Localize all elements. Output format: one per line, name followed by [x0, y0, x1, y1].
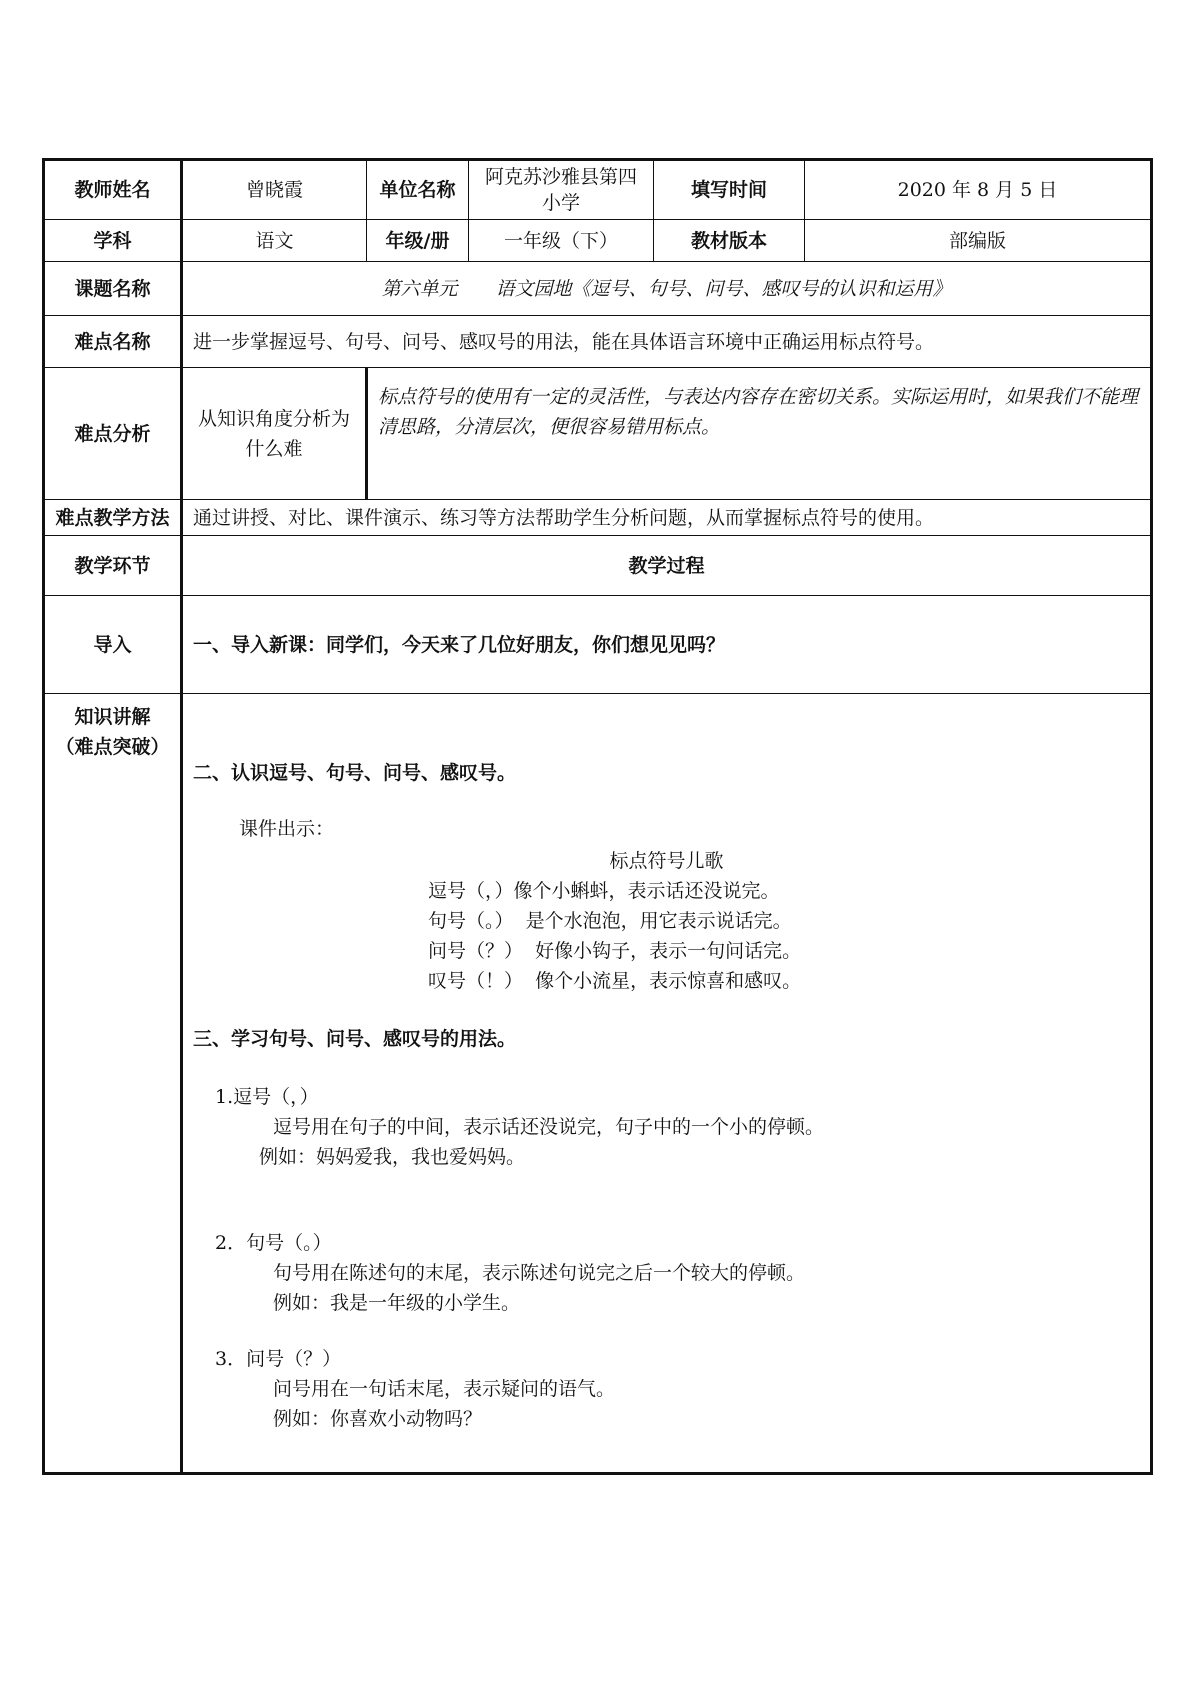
edition-label: 教材版本 [654, 220, 805, 262]
spacer [193, 1054, 1140, 1082]
difficulty-value: 进一步掌握逗号、句号、问号、感叹号的用法，能在具体语言环境中正确运用标点符号。 [182, 316, 1152, 368]
analysis-label: 难点分析 [44, 368, 182, 500]
analysis-row [44, 368, 1152, 500]
item-2-example: 例如：我是一年级的小学生。 [273, 1292, 521, 1314]
item-1-desc: 逗号用在句子的中间，表示话还没说完，句子中的一个小的停顿。 [273, 1116, 825, 1138]
knowledge-row [44, 694, 1152, 1474]
stage-header-label: 教学环节 [44, 536, 182, 596]
grade-value: 一年级（下） [469, 220, 654, 262]
method-label: 难点教学方法 [44, 500, 182, 536]
topic-value: 第六单元 语文园地《逗号、句号、问号、感叹号的认识和运用》 [182, 262, 1152, 316]
analysis-sub-label: 从知识角度分析为什么难 [182, 368, 367, 500]
courseware-label: 课件出示： [239, 818, 335, 840]
analysis-value: 标点符号的使用有一定的灵活性，与表达内容存在密切关系。实际运用时，如果我们不能理清思路，分清层次，便很容易错用标点。 [367, 368, 1152, 500]
item-3-desc: 问号用在一句话末尾，表示疑问的语气。 [273, 1378, 616, 1400]
topic-label: 课题名称 [44, 262, 182, 316]
section-2-heading: 二、认识逗号、句号、问号、感叹号。 [193, 762, 517, 784]
teacher-name-value: 曾晓霞 [182, 160, 367, 220]
rhyme-line-question: 问号（？） 好像小钩子，表示一句问话完。 [428, 940, 802, 962]
intro-row [44, 596, 1152, 694]
edition-value: 部编版 [805, 220, 1152, 262]
intro-stage-label: 导入 [44, 596, 182, 694]
knowledge-process [182, 694, 1152, 1474]
spacer [193, 1318, 1140, 1344]
rhyme-title: 标点符号儿歌 [609, 850, 724, 872]
knowledge-stage-line2: （难点突破） [55, 736, 170, 758]
item-2-desc: 句号用在陈述句的末尾，表示陈述句说完之后一个较大的停顿。 [273, 1262, 806, 1284]
rhyme-line-period: 句号（。） 是个水泡泡，用它表示说话完。 [428, 910, 792, 932]
method-row [44, 500, 1152, 536]
spacer [193, 996, 1140, 1024]
info-row-1 [44, 160, 1152, 220]
spacer [193, 1172, 1140, 1228]
intro-text: 一、导入新课：同学们，今天来了几位好朋友，你们想见见吗？ [182, 596, 1152, 694]
item-2-title: 2．句号（。） [215, 1232, 332, 1254]
teacher-name-label: 教师姓名 [44, 160, 182, 220]
fill-date-label: 填写时间 [654, 160, 805, 220]
unit-name-label: 单位名称 [367, 160, 469, 220]
item-3-example: 例如：你喜欢小动物吗？ [273, 1408, 483, 1430]
difficulty-row [44, 316, 1152, 368]
topic-row [44, 262, 1152, 316]
spacer [193, 788, 1140, 814]
grade-label: 年级/册 [367, 220, 469, 262]
rhyme-line-exclamation: 叹号（！） 像个小流星，表示惊喜和感叹。 [428, 970, 802, 992]
lesson-plan-table [42, 158, 1153, 1475]
section-3-heading: 三、学习句号、问号、感叹号的用法。 [193, 1028, 517, 1050]
knowledge-stage-label [44, 694, 182, 1474]
process-header-label: 教学过程 [182, 536, 1152, 596]
info-row-2 [44, 220, 1152, 262]
subject-label: 学科 [44, 220, 182, 262]
item-3-title: 3．问号（？） [215, 1348, 342, 1370]
method-value: 通过讲授、对比、课件演示、练习等方法帮助学生分析问题，从而掌握标点符号的使用。 [182, 500, 1152, 536]
item-1-title: 1.逗号（，） [215, 1086, 319, 1108]
unit-name-value: 阿克苏沙雅县第四小学 [469, 160, 654, 220]
process-header-row [44, 536, 1152, 596]
difficulty-label: 难点名称 [44, 316, 182, 368]
item-1-example: 例如：妈妈爱我，我也爱妈妈。 [259, 1146, 526, 1168]
subject-value: 语文 [182, 220, 367, 262]
knowledge-stage-line1: 知识讲解 [74, 706, 151, 728]
fill-date-value: 2020 年 8 月 5 日 [805, 160, 1152, 220]
rhyme-line-comma: 逗号（，）像个小蝌蚪，表示话还没说完。 [428, 880, 780, 902]
